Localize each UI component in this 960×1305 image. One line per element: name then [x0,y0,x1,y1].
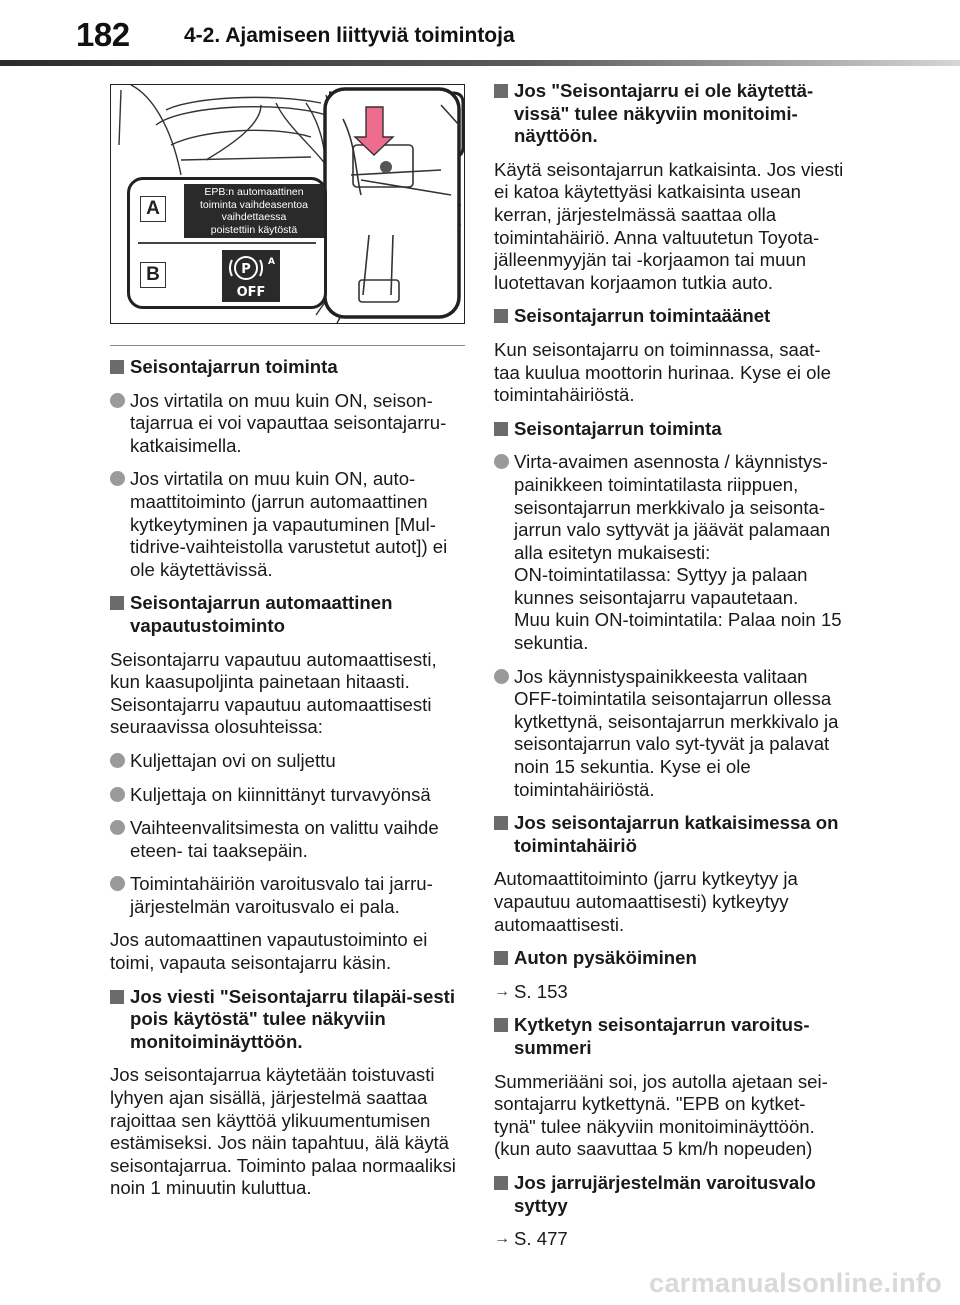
bullet-seatbelt-fastened: Kuljettaja on kiinnittänyt turvavyönsä [110,784,462,807]
heading-switch-malfunction: Jos seisontajarrun katkaisimessa on toimintahäiriö [494,812,846,857]
heading-operation-sounds: Seisontajarrun toimintaäänet [494,305,846,328]
header-rule [0,60,960,66]
paragraph-manual-release: Jos automaattinen vapautustoiminto ei toimi, vapauta seisontajarru käsin. [110,929,428,974]
display-message-panel: EPB:n automaattinen toiminta vaihdeasentoa vaihdettaessa poistettiin käytöstä [184,184,324,238]
bullet-indicator-light: Virta-avaimen asennosta / käynnistys-painikkeen toimintatilasta riippuen, seisontajarrun merkkivalo ja seisonta-jarrun valo syttyvät ja jäävät palamaan alla esitetyn mukaisesti: ON-toimintatilassa: Syttyy ja palaan kunnes seisontajarru vapautetaan. Muu kuin ON-toimintatila: Palaa noin 15 sekuntia. [494,451,846,654]
figure-rule [110,345,465,346]
paragraph-use-switch: Käytä seisontajarrun katkaisinta. Jos viesti ei katoa käytettyäsi katkaisinta usean kerran, järjestelmässä saattaa olla toimintahäiriö. Anna valtuutetun Toyota-jälleenmyyjän tai -korjaamon tai muun luotettavan korjaamon tutkia auto. [494,158,844,293]
bullet-warning-lights-off: Toimintahäiriön varoitusvalo tai jarru-järjestelmän varoitusvalo ei pala. [110,873,462,918]
paragraph-auto-release: Seisontajarru vapautuu automaattisesti, kun kaasupoljinta painetaan hitaasti. Seisontajarru vapautuu automaattisesti seuraavissa olosuhteissa: [110,648,437,738]
label-b: B [140,262,166,288]
bullet-driver-door-closed: Kuljettajan ovi on suljettu [110,750,462,773]
heading-not-available-message: Jos "Seisontajarru ei ole käytettä-vissä" tulee näkyviin monitoimi-näyttöön. [494,80,846,148]
display-callout [127,177,327,309]
heading-parking-the-car: Auton pysäköiminen [494,947,846,970]
paragraph-auto-mode-enabled: Automaattitoiminto (jarru kytkeytyy ja vapautuu automaattisesti) kytkeytyy automaattisesti. [494,868,798,935]
right-column [494,80,846,1262]
bullet-off-mode-indicator: Jos käynnistyspainikkeesta valitaan OFF-toimintatila seisontajarrun ollessa kytkettynä, seisontajarrun merkkivalo ja seisontajarrun valo syt-tyvät ja palavat noin 15 sekuntia. Kyse ei ole toimintahäiriöstä. [494,666,846,802]
page-reference-477[interactable]: → S. 477 [494,1228,568,1250]
heading-temporarily-unavailable: Jos viesti "Seisontajarru tilapäi-sesti pois käytöstä" tulee näkyviin monitoiminäyttöön. [110,986,462,1054]
heading-parking-brake-operation: Seisontajarrun toiminta [110,356,462,379]
svg-text:P: P [241,262,251,277]
bullet-auto-mode-unavailable: Jos virtatila on muu kuin ON, auto-maattitoiminto (jarrun automaattinen kytkeytyminen ja vapautuminen [Mul-tidrive-vaihteistolla varustetut autot]) ei ole käytettävissä. [110,468,462,581]
label-a: A [140,196,166,222]
epb-auto-off-icon [222,250,280,302]
bullet-power-mode-release: Jos virtatila on muu kuin ON, seison-tajarrua ei voi vapauttaa seisontajarru-katkaisimella. [110,390,462,458]
heading-indicator-operation: Seisontajarrun toiminta [494,418,846,441]
heading-brake-warning-light: Jos jarrujärjestelmän varoitusvalo syttyy [494,1172,846,1217]
bullet-gear-selected: Vaihteenvalitsimesta on valittu vaihde eteen- tai taaksepäin. [110,817,462,862]
svg-text:A: A [268,257,275,267]
paragraph-overheat-protection: Jos seisontajarrua käytetään toistuvasti lyhyen ajan sisällä, järjestelmä saattaa rajoittaa sen käyttöä ylikuumentumisen estämiseksi. Jos näin tapahtuu, älä käytä seisontajarrua. Toiminto palaa normaaliksi noin 1 minuutin kuluttua. [110,1064,456,1199]
svg-text:OFF: OFF [236,285,266,300]
section-title: 4-2. Ajamiseen liittyviä toimintoja [184,24,515,47]
arrow-right-icon: → [494,982,510,1000]
heading-auto-release-function: Seisontajarrun automaattinen vapautustoiminto [110,592,462,637]
arrow-right-icon: → [494,1230,510,1248]
paragraph-buzzer: Summeriääni soi, jos autolla ajetaan sei-sontajarru kytkettynä. "EPB on kytket-tynä" tulee näkyviin monitoiminäyttöön. (kun auto saavuttaa 5 km/h nopeuden) [494,1070,828,1160]
callout-divider [138,242,316,244]
paragraph-motor-sound: Kun seisontajarru on toiminnassa, saat-taa kuulua moottorin hurinaa. Kyse ei ole toimintahäiriöstä. [494,338,831,406]
page-reference-153[interactable]: → S. 153 [494,980,568,1002]
epb-illustration [110,84,465,324]
heading-warning-buzzer: Kytketyn seisontajarrun varoitus-summeri [494,1014,846,1059]
page-number: 182 [76,16,130,53]
watermark: carmanualsonline.info [649,1268,942,1298]
page-header [0,0,960,68]
left-column [110,80,462,1211]
